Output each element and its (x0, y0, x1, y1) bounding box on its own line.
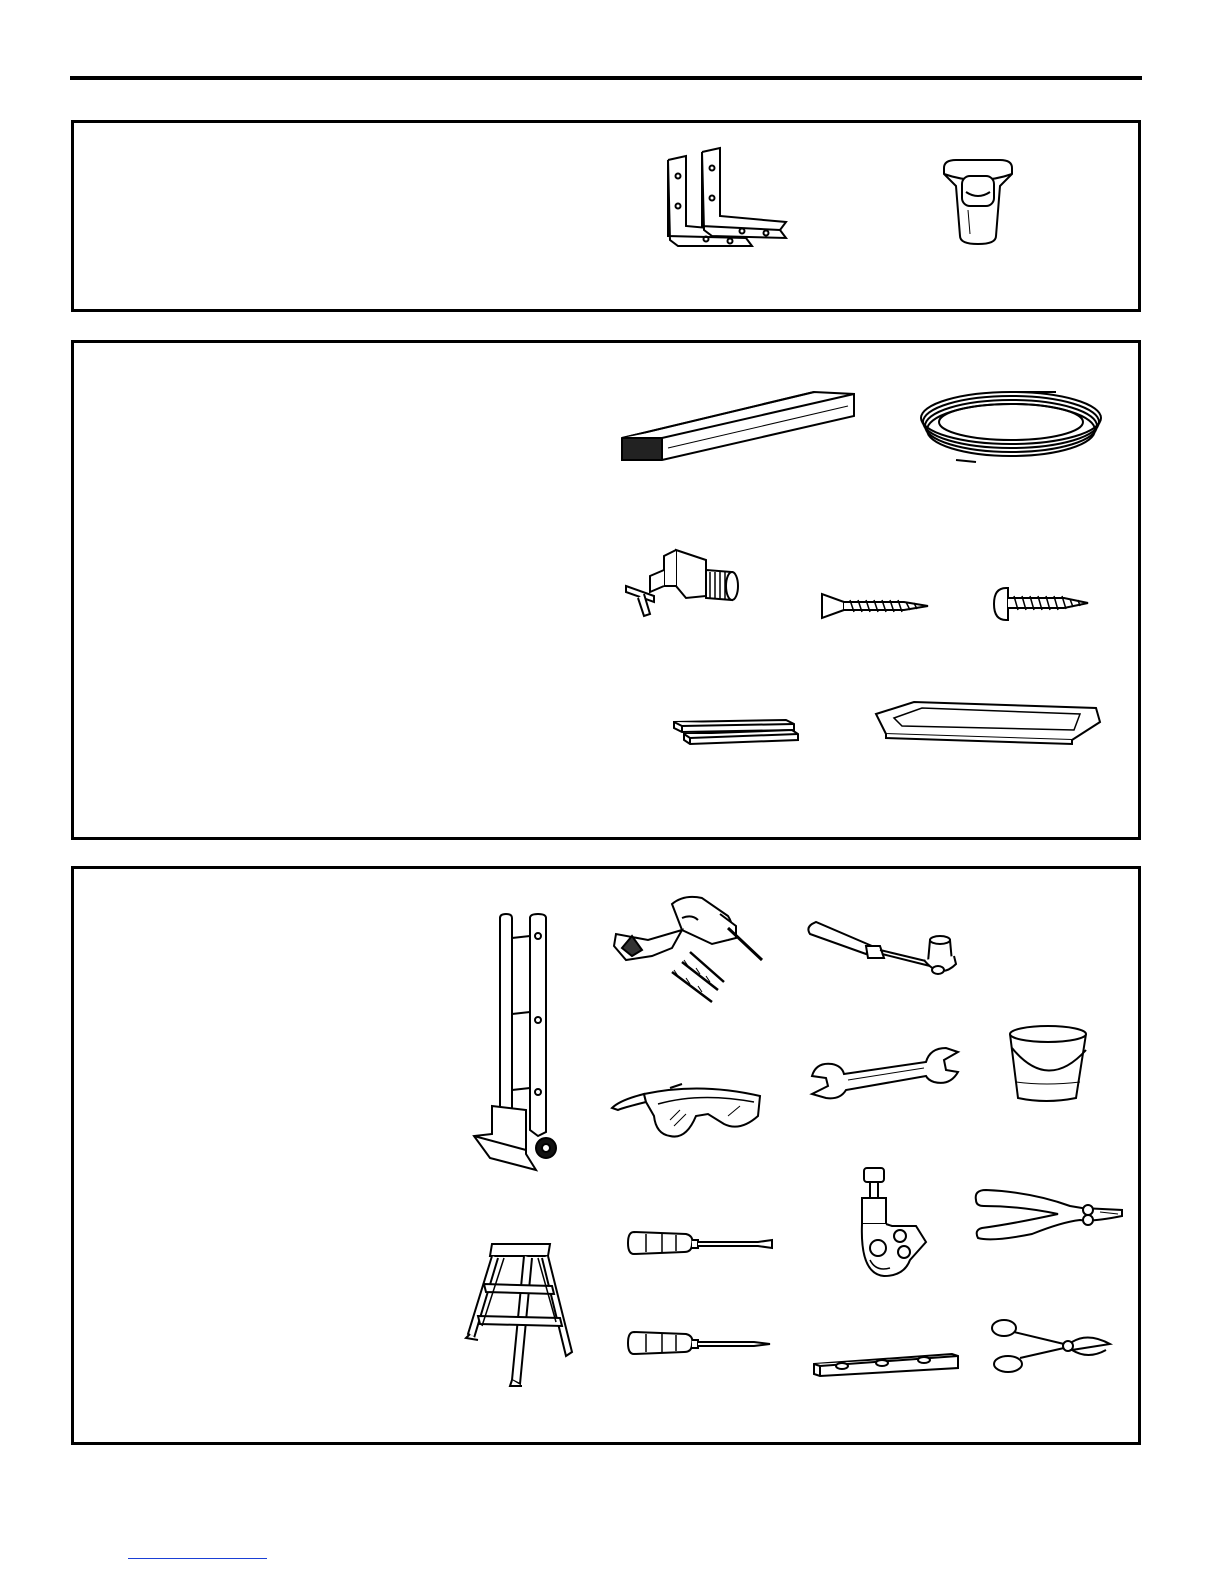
wrench-icon (808, 1042, 960, 1104)
bushing-icon (936, 156, 1020, 248)
drill-icon (612, 892, 766, 1016)
ladder-icon (464, 1238, 576, 1388)
flat-screw-icon (818, 590, 932, 624)
safety-glasses-icon (610, 1080, 766, 1146)
top-rule (70, 76, 1142, 80)
hand-truck-icon (466, 914, 562, 1170)
board-icon (618, 388, 858, 464)
flat-screwdriver-icon (626, 1228, 776, 1258)
tube-cutter-icon (856, 1164, 930, 1284)
valve-icon (620, 546, 744, 622)
level-icon (812, 1352, 960, 1378)
pliers-icon (972, 1186, 1126, 1244)
bracket-icon (662, 146, 792, 252)
tools-panel (71, 866, 1141, 1445)
bucket-icon (1006, 1022, 1090, 1104)
nut-driver-icon (806, 914, 958, 982)
snips-icon (988, 1314, 1112, 1376)
tubing-coil-icon (916, 388, 1106, 464)
pan-icon (874, 700, 1104, 748)
shims-icon (670, 716, 800, 746)
pan-screw-icon (992, 584, 1092, 624)
footer-link-underline[interactable] (128, 1558, 267, 1559)
phillips-screwdriver-icon (626, 1328, 776, 1358)
